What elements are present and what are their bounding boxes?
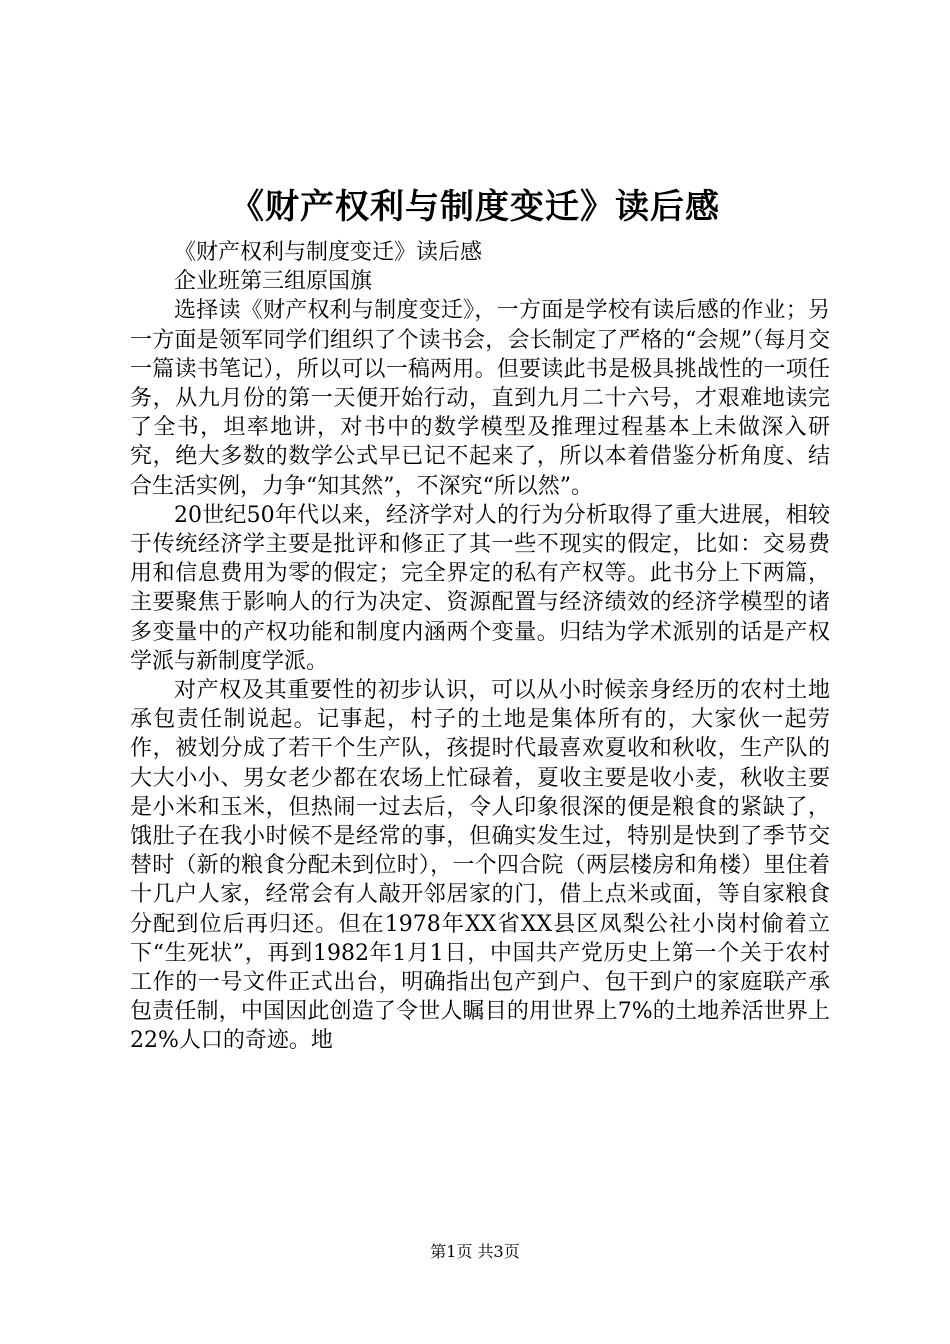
body-paragraph: 对产权及其重要性的初步认识，可以从小时候亲身经历的农村土地承包责任制说起。记事起，村子的土地是集体所有的，大家伙一起劳作，被划分成了若干个生产队，孩提时代最喜欢夏收和秋收，生产队的大大小小、男女老少都在农场上忙碌着，夏收主要是收小麦，秋收主要是小米和玉米，但热闹一过去后，令人印象很深的便是粮食的紧缺了，饿肚子在我小时候不是经常的事，但确实发生过，特别是快到了季节交替时（新的粮食分配未到位时），一个四合院（两层楼房和角楼）里住着十几户人家，经常会有人敲开邻居家的门，借上点米或面，等自家粮食分配到位后再归还。但在1978年XX省XX县区凤梨公社小岗村偷着立下“生死状”，再到1982年1月1日，中国共产党历史上第一个关于农村工作的一号文件正式出台，明确指出包产到户、包干到户的家庭联产承包责任制，中国因此创造了令世人瞩目的用世界上7%的土地养活世界上22%人口的奇迹。地 [130,678,830,1054]
author-line: 企业班第三组原国旗 [174,269,373,295]
document-title: 《财产权利与制度变迁》读后感 [230,187,720,227]
body-paragraph: 20世纪50年代以来，经济学对人的行为分析取得了重大进展，相较于传统经济学主要是批评和修正了其一些不现实的假定，比如：交易费用和信息费用为零的假定；完全界定的私有产权等。此书分上下两篇，主要聚焦于影响人的行为决定、资源配置与经济绩效的经济学模型的诸多变量中的产权功能和制度内涵两个变量。归结为学术派别的话是产权学派与新制度学派。 [130,502,830,674]
page-footer: 第1页 共3页 [430,1242,520,1261]
document-body [130,238,830,1056]
subtitle-paragraph: 《财产权利与制度变迁》读后感 [174,240,483,265]
body-paragraph: 选择读《财产权利与制度变迁》，一方面是学校有读后感的作业；另一方面是领军同学们组织了个读书会，会长制定了严格的“会规”（每月交一篇读书笔记），所以可以一稿两用。但要读此书是极具挑战性的一项任务，从九月份的第一天便开始行动，直到九月二十六号，才艰难地读完了全书，坦率地讲，对书中的数学模型及推理过程基本上未做深入研究，绝大多数的数学公式早已记不起来了，所以本着借鉴分析角度、结合生活实例，力争“知其然”，不深究“所以然”。 [130,298,830,499]
